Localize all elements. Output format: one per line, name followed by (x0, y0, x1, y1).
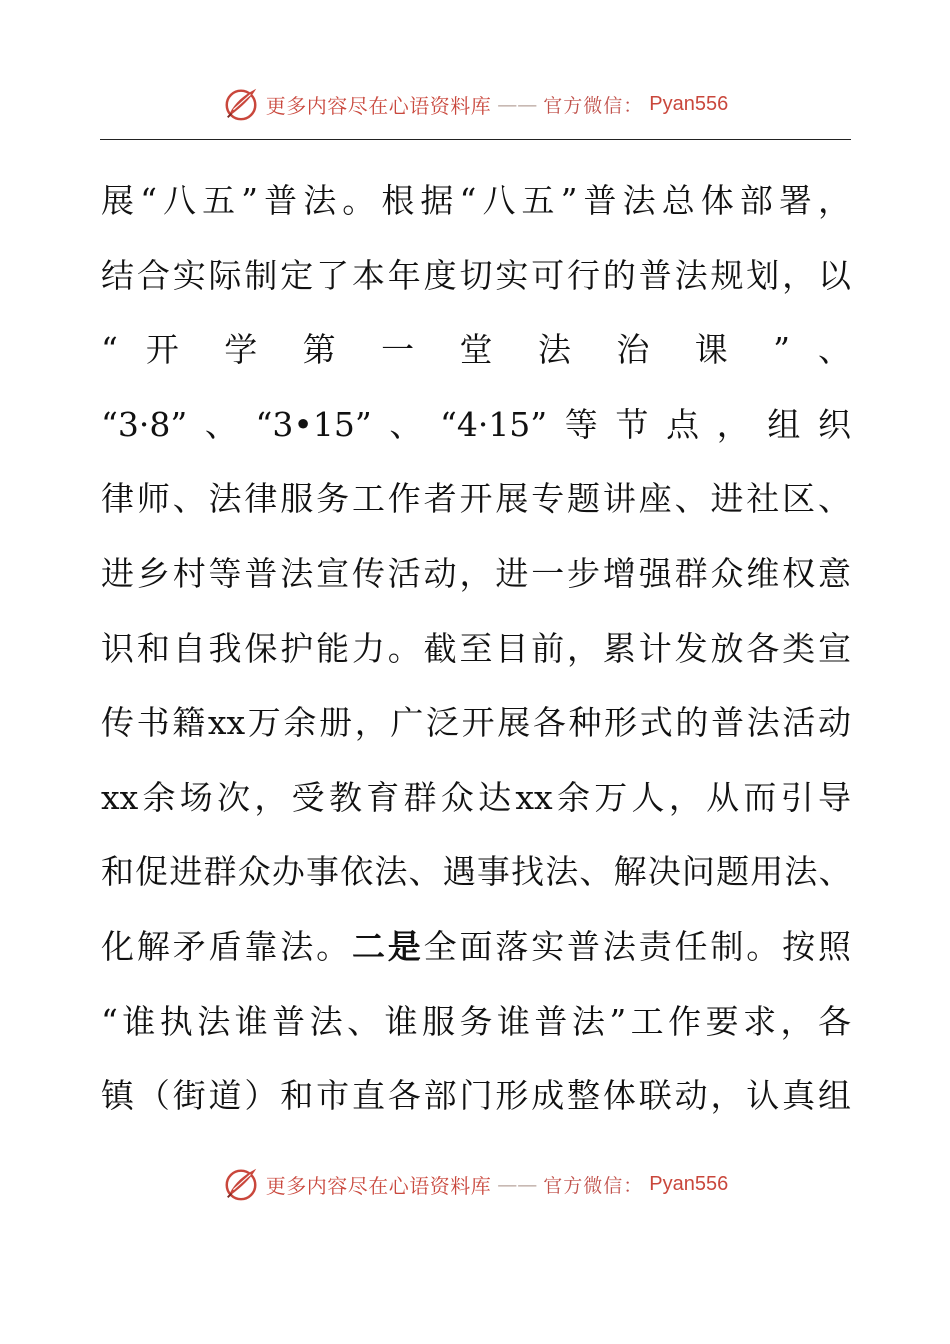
footer-brand-text: 更多内容尽在心语资料库 (265, 1173, 492, 1198)
body-bold-run: 二是 (351, 926, 424, 966)
body-line: 结合实际制定了本年度切实可行的普法规划，以 (101, 255, 851, 295)
body-line: “3·8”、“3•15”、“4·15”等节点，组织 (101, 404, 851, 444)
body-line: 识和自我保护能力。截至目前，累计发放各类宣 (101, 628, 851, 668)
page-footer (0, 1164, 950, 1204)
footer-wechat-label: 官方微信： (543, 1174, 644, 1197)
header-divider (100, 139, 851, 140)
footer-wechat-id: Pyan556 (649, 1172, 729, 1195)
footer-separator: —— (497, 1172, 538, 1196)
footer-brand (222, 1165, 728, 1203)
quill-logo-icon (222, 85, 260, 123)
body-line: 和促进群众办事依法、遇事找法、解决问题用法、 (101, 852, 851, 892)
page-header (0, 84, 950, 124)
body-line: 律师、法律服务工作者开展专题讲座、进社区、 (101, 479, 851, 519)
body-line: xx余场次，受教育群众达xx余万人，从而引导 (101, 777, 851, 817)
header-separator: —— (497, 92, 538, 116)
body-line-mixed (101, 914, 851, 989)
body-line: 进乡村等普法宣传活动，进一步增强群众维权意 (101, 553, 851, 593)
quill-logo-icon (222, 1165, 260, 1203)
body-text-run: 全面落实普法责任制。按照 (423, 926, 852, 966)
header-wechat-id: Pyan556 (649, 92, 729, 115)
header-brand (222, 85, 728, 123)
body-line: 展“八五”普法。根据“八五”普法总体部署， (101, 181, 851, 220)
body-text-run: 化解矛盾靠法。 (101, 926, 352, 966)
header-brand-text: 更多内容尽在心语资料库 (265, 93, 492, 118)
document-body (101, 168, 851, 1138)
header-wechat-label: 官方微信： (543, 94, 644, 117)
body-line: “ 开 学 第 一 堂 法 治 课 ” 、 (101, 330, 851, 370)
body-line: 镇（街道）和市直各部门形成整体联动，认真组 (101, 1076, 851, 1116)
body-line: “谁执法谁普法、谁服务谁普法”工作要求，各 (101, 1001, 851, 1041)
body-line: 传书籍xx万余册，广泛开展各种形式的普法活动 (101, 703, 851, 743)
